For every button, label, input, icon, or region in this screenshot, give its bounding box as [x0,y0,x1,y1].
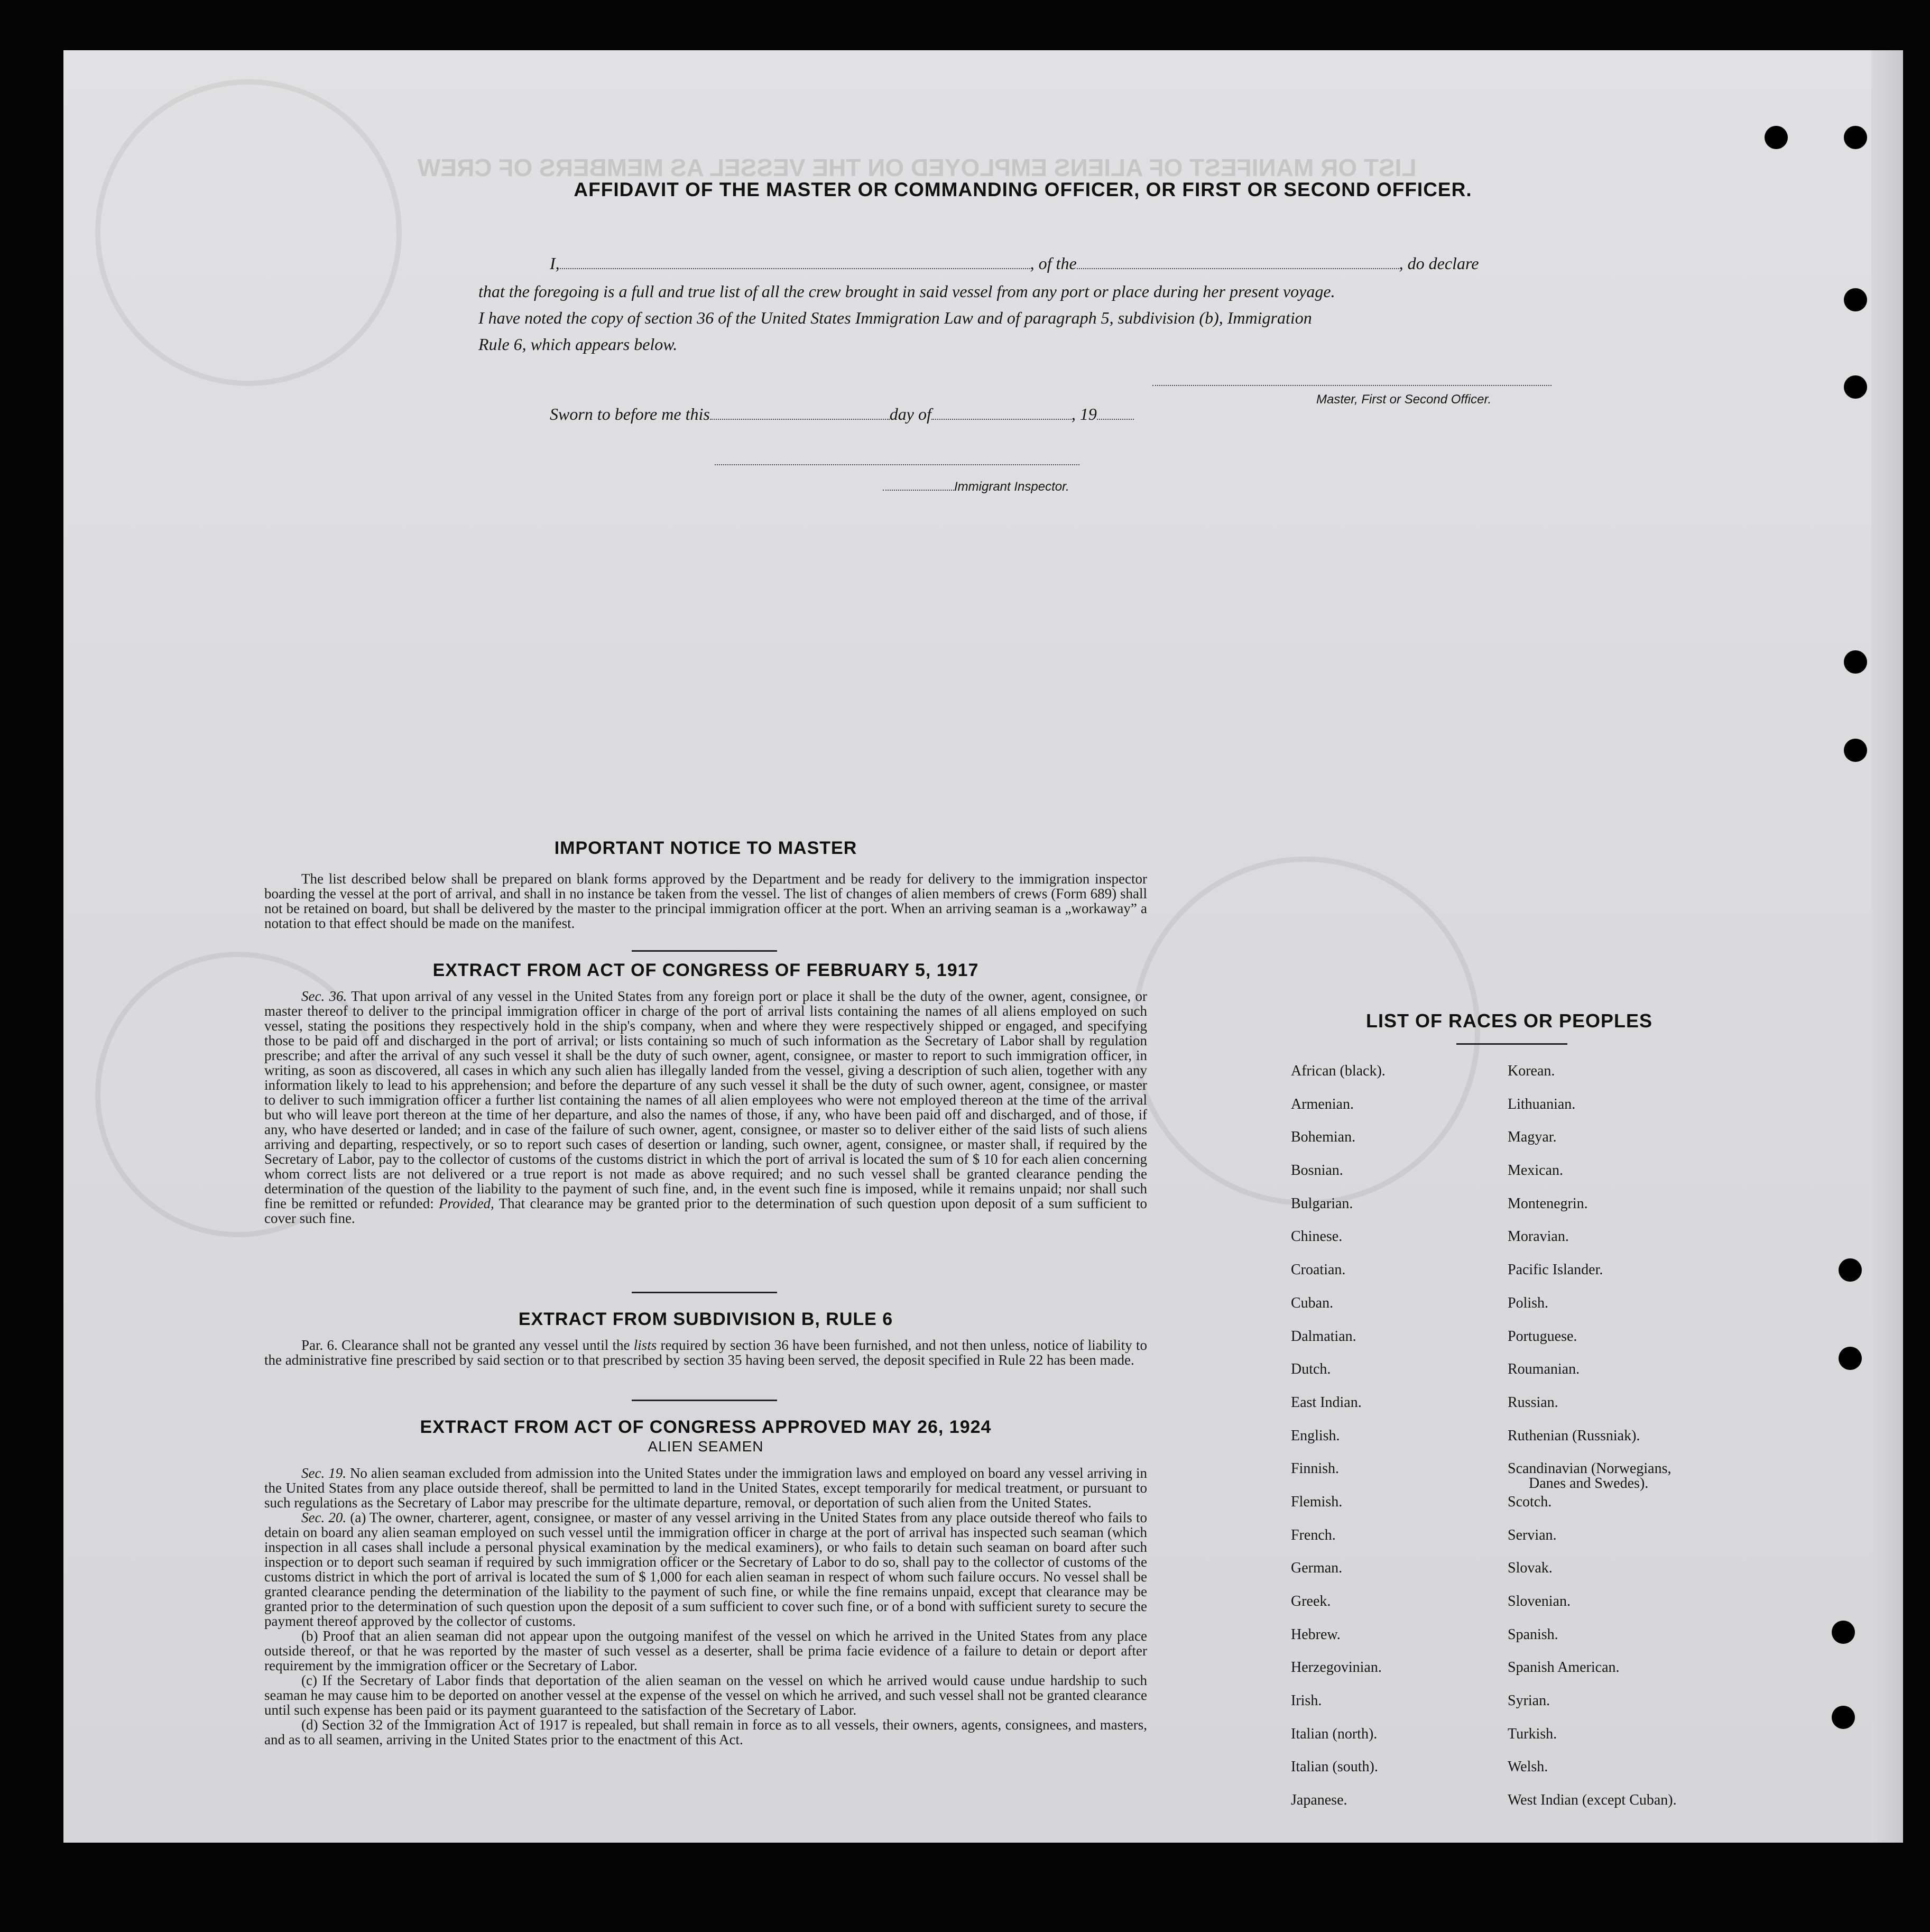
para-d: (d) Section 32 of the Immigration Act of 1917 is repealed, but shall remain in force as to all vessels, their owners, agents, consignees, and masters, and as to all seamen, arriving in the United States prior to the enactment of this Act. [264,1717,1147,1747]
race-item: Irish. [1291,1692,1322,1709]
binder-hole [1844,288,1867,311]
race-item: Spanish American. [1508,1659,1620,1676]
binder-hole [1844,739,1867,762]
provided-text: That clearance may be granted prior to the determination of such question upon deposit of a sum sufficient to cover such fine. [264,1195,1148,1226]
race-item: Chinese. [1291,1228,1343,1245]
year-label: , 19 [1071,404,1097,424]
sec-20-paragraph: Sec. 20. (a) The owner, charterer, agent, consignee, or master of any vessel arriving in the United States from any place outside thereof who fails to detain on board any alien seaman employed on such vessel until the immigration officer in charge at the port of arrival has inspected such seaman (which inspection in all cases shall include a personal physical examination by the medical examiners), or who fails to detain such seaman on board after such inspection or to deport such seaman if required by such immigration officer or the Secretary of Labor to do so, shall pay to the collector of customs of the customs district in which the port of arrival is located the sum of $ 1,000 for each alien seaman in respect of whom such failure occurs. No vessel shall be granted clearance pending the determination of the liability to the payment of such fine, or while the fine remains unpaid, except that clearance may be granted prior to the determination of such question upon the deposit of a sum sufficient to cover such fine, or of a bond with sufficient surety to secure the payment thereof approved by the collector of customs. [264,1510,1148,1629]
para-b: (b) Proof that an alien seaman did not appear upon the outgoing manifest of the vessel on which he arrived in the United States from any place outside thereof, or that he was reported by the master of such vessel as a deserter, shall be prima facie evidence of a failure to detain or deport after requirement by the immigration officer or the Secretary of Labor. [264,1628,1147,1673]
separator [632,1292,777,1293]
race-item: Japanese. [1291,1792,1347,1809]
race-item: Roumanian. [1508,1361,1580,1378]
master-signature-line[interactable] [1152,385,1552,386]
binder-hole [1839,1258,1862,1282]
name-field[interactable] [560,268,1030,269]
race-item: Ruthenian (Russniak). [1508,1427,1640,1444]
binder-hole [1844,126,1867,149]
separator [1456,1043,1567,1045]
affidavit-line-2: I have noted the copy of section 36 of the United States Immigration Law and of paragraph 5, subdivision (b), Immigration [478,308,1312,327]
extract-1917-text [264,989,1147,1226]
races-title: LIST OF RACES OR PEOPLES [1365,1010,1653,1032]
bleed-through-stamp [95,79,402,386]
notice-text: The list described below shall be prepared on blank forms approved by the Department and be ready for delivery to the immigration inspector boarding the vessel at the port of arrival, and shall in no instance be taken from the vessel. The list of changes of alien members of crews (Form 689) shall not be retained on board, but shall be delivered by the master to the principal immigration officer at the port. When an arriving seaman is a „workaway” a notation to that effect should be made on the manifest. [264,871,1147,931]
race-item: Croatian. [1291,1262,1346,1278]
notice-title: IMPORTANT NOTICE TO MASTER [554,838,857,858]
race-item: Moravian. [1508,1228,1569,1245]
affidavit-line-3: Rule 6, which appears below. [478,335,678,354]
affidavit-declaration-line [550,254,1522,273]
race-item: Dutch. [1291,1361,1331,1378]
extract-rule6-text: Par. 6. Clearance shall not be granted any vessel until the lists required by section 36 have been furnished, and not then unless, notice of liability to the administrative fine prescribed by said section or to that prescribed by section 35 having been served, the deposit specified in Rule 22 has been made. [264,1337,1147,1368]
race-item: Korean. [1508,1063,1555,1079]
separator [632,950,777,952]
sworn-year-field[interactable] [1097,419,1134,420]
race-item: Magyar. [1508,1129,1557,1146]
of-the-label: , of the [1030,254,1077,273]
binder-hole [1844,650,1867,674]
sec-36-label: Sec. 36. [301,988,347,1004]
race-item: Bohemian. [1291,1129,1356,1146]
race-item: Russian. [1508,1394,1558,1411]
extract-1917-title: EXTRACT FROM ACT OF CONGRESS OF FEBRUARY 5, 1917 [432,960,979,980]
affidavit-title: AFFIDAVIT OF THE MASTER OR COMMANDING OFFICER, OR FIRST OR SECOND OFFICER. [574,179,1472,200]
day-of-label: day of [889,404,931,424]
sworn-line [550,404,1134,424]
race-item: Hebrew. [1291,1626,1341,1643]
vessel-field[interactable] [1077,268,1399,269]
binder-hole [1844,375,1867,399]
race-item: Finnish. [1291,1460,1340,1477]
race-item: Slovenian. [1508,1593,1571,1609]
sec-36-text: That upon arrival of any vessel in the United States from any foreign port or place it shall be the duty of the owner, agent, consignee, or master thereof to deliver to the principal immigration officer in charge of the port of arrival lists containing the names of all aliens employed on such vessel, stating the positions they respectively hold in the ship's company, when and where they were respectively shipped or engaged, and specifying those to be paid off and discharged in the port of arrival; or lists containing so much of such information as the Secretary of Labor shall by regulation prescribe; and after the arrival of any such vessel it shall be the duty of such owner, agent, consignee, or master to report to such immigration officer, in writing, as soon as discovered, all cases in which any such alien has illegally landed from the vessel, giving a description of such alien, together with any information likely to lead to his apprehension; and before the departure of any such vessel it shall be the duty of such owner, agent, consignee, or master to deliver to such immigration officer a further list containing the names of all alien employees who were not employed thereon at the time of the arrival but who will leave port thereon at the time of her departure, and also the names of those, if any, who have been paid off and discharged, and of those, if any, who have deserted or landed; and in case of the failure of such owner, agent, consignee, or master so to deliver either of the said lists of such aliens arriving and departing, respectively, or so to report such cases of desertion or landing, such owner, agent, consignee, or master shall, if required by the Secretary of Labor, pay to the collector of customs of the customs district in which the port of arrival is located the sum of $ 10 for each alien concerning whom correct lists are not delivered or a true report is not made as above required; and no such vessel shall be granted clearance pending the determination of the question of the liability to the payment of such fine, and, in the event such fine is imposed, while it remains unpaid; nor shall such fine be remitted or refunded: [264,988,1147,1211]
inspector-signature-line[interactable] [715,464,1079,465]
race-item: Flemish. [1291,1493,1343,1510]
race-item: Bosnian. [1291,1162,1343,1179]
inspector-label: Immigrant Inspector. [883,480,1069,494]
affidavit-line-1: that the foregoing is a full and true list of all the crew brought in said vessel from any port or place during her present voyage. [478,282,1335,301]
do-declare-label: , do declare [1399,254,1479,273]
race-item: Spanish. [1508,1626,1558,1643]
race-item: Slovak. [1508,1560,1553,1577]
separator [632,1400,777,1401]
race-item: Servian. [1508,1526,1557,1543]
race-item: Pacific Islander. [1508,1262,1603,1278]
race-item: Lithuanian. [1508,1096,1576,1112]
race-item: Portuguese. [1508,1328,1577,1345]
sec-19-paragraph: Sec. 19. No alien seaman excluded from admission into the United States under the immigration laws and employed on board any vessel arriving in the United States from any place outside thereof, shall be permitted to land in the United States, except temporarily for medical treatment, or pursuant to such regulations as the Secretary of Labor may prescribe for the ultimate departure, removal, or deportation of such alien from the United States. [264,1465,1148,1511]
page-edge [1871,50,1903,1843]
race-item: French. [1291,1526,1336,1543]
extract-1924-text [264,1466,1147,1747]
race-item: Dalmatian. [1291,1328,1356,1345]
sworn-day-field[interactable] [710,419,890,420]
extract-rule6-title: EXTRACT FROM SUBDIVISION B, RULE 6 [518,1309,893,1329]
race-item: Scandinavian (Norwegians, Danes and Swedes). [1508,1460,1672,1492]
race-item: Syrian. [1508,1692,1550,1709]
binder-hole [1832,1621,1855,1644]
race-item: Herzegovinian. [1291,1659,1382,1676]
sworn-label: Sworn to before me this [550,404,710,424]
binder-hole [1839,1347,1862,1370]
race-item: African (black). [1291,1063,1386,1079]
race-item: Mexican. [1508,1162,1563,1179]
race-item: Greek. [1291,1593,1331,1609]
race-item: German. [1291,1560,1343,1577]
lists-word: lists [633,1337,657,1353]
race-item: East Indian. [1291,1394,1362,1411]
race-item: English. [1291,1427,1340,1444]
race-item: West Indian (except Cuban). [1508,1792,1677,1809]
race-item: Montenegrin. [1508,1195,1588,1212]
para-c: (c) If the Secretary of Labor finds that deportation of the alien seaman on the vessel on which he arrived would cause undue hardship to such seaman he may cause him to be deported on another vessel at the expense of the vessel on which he arrived, and such vessel shall not be granted clearance until such expense has been paid or its payment guaranteed to the satisfaction of the Secretary of Labor. [264,1672,1147,1718]
race-item: Turkish. [1508,1725,1557,1742]
race-item: Scotch. [1508,1493,1552,1510]
race-item: Bulgarian. [1291,1195,1353,1212]
race-item: Italian (north). [1291,1725,1378,1742]
extract-1924-title: EXTRACT FROM ACT OF CONGRESS APPROVED MAY 26, 1924 [420,1417,992,1437]
binder-hole [1765,126,1788,149]
master-signature-label: Master, First or Second Officer. [1316,392,1492,407]
race-item-continuation: Danes and Swedes). [1529,1475,1649,1492]
race-item: Italian (south). [1291,1759,1378,1775]
provided-label: Provided, [439,1195,494,1211]
race-item: Polish. [1508,1294,1549,1311]
sworn-month-field[interactable] [931,419,1072,420]
race-item: Armenian. [1291,1096,1354,1112]
binder-hole [1832,1706,1855,1729]
bleed-through-header: LIST OR MANIFEST OF ALIENS EMPLOYED ON THE VESSEL AS MEMBERS OF CREW [418,154,1417,181]
race-item: Cuban. [1291,1294,1334,1311]
extract-1924-subtitle: ALIEN SEAMEN [648,1438,764,1455]
i-label: I, [550,254,560,273]
races-column-1 [1291,1064,1492,1826]
race-item: Welsh. [1508,1759,1548,1775]
races-column-2 [1508,1064,1740,1826]
